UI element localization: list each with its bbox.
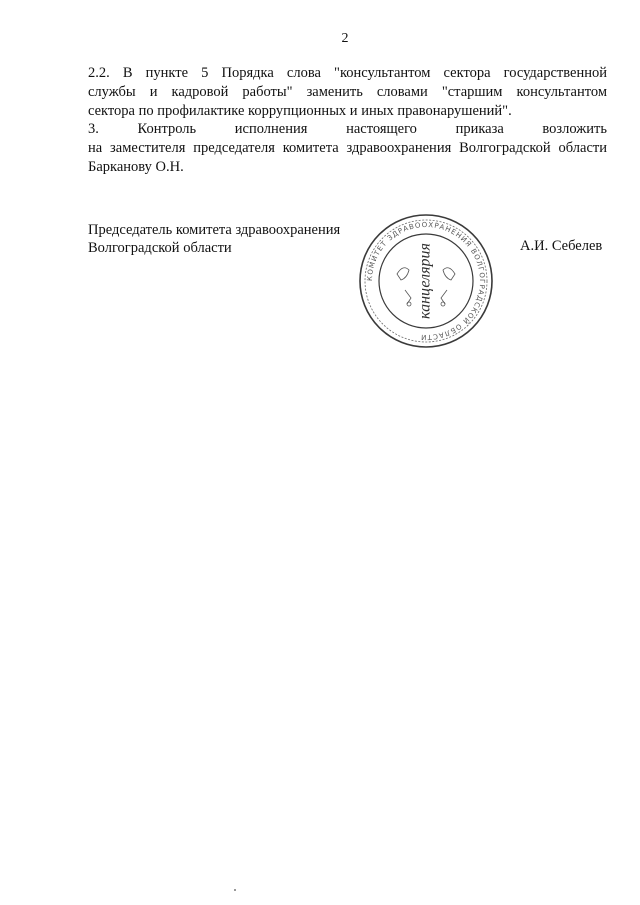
paragraph-line: 2.2. В пункте 5 Порядка слова "консультантом сектора государственной	[88, 65, 607, 81]
signatory-name: А.И. Себелев	[520, 238, 603, 254]
paragraph-line: сектора по профилактике коррупционных и иных правонарушений".	[88, 103, 512, 119]
paragraph-line: 3. Контроль исполнения настоящего приказа возложить	[88, 121, 607, 137]
paragraph-line: на заместителя председателя комитета здравоохранения Волгоградской области	[88, 140, 607, 156]
paragraph-line: Барканову О.Н.	[88, 159, 184, 175]
paragraph-2-2	[88, 64, 607, 121]
signatory-position	[88, 221, 340, 257]
signatory-position-line: Волгоградской области	[88, 240, 232, 256]
seal-center-text: канцелярия	[416, 243, 434, 319]
paragraph-line: службы и кадровой работы" заменить словами "старшим консультантом	[88, 84, 607, 100]
scan-artifact-dot	[234, 889, 236, 891]
signatory-position-line: Председатель комитета здравоохранения	[88, 222, 341, 238]
seal-ring-text: КОМИТЕТ ЗДРАВООХРАНЕНИЯ ВОЛГОГРАДСКОЙ ОБЛАСТИ	[365, 220, 487, 342]
official-seal-stamp	[357, 212, 495, 350]
paragraph-3	[88, 120, 607, 177]
page-number: 2	[341, 31, 349, 46]
